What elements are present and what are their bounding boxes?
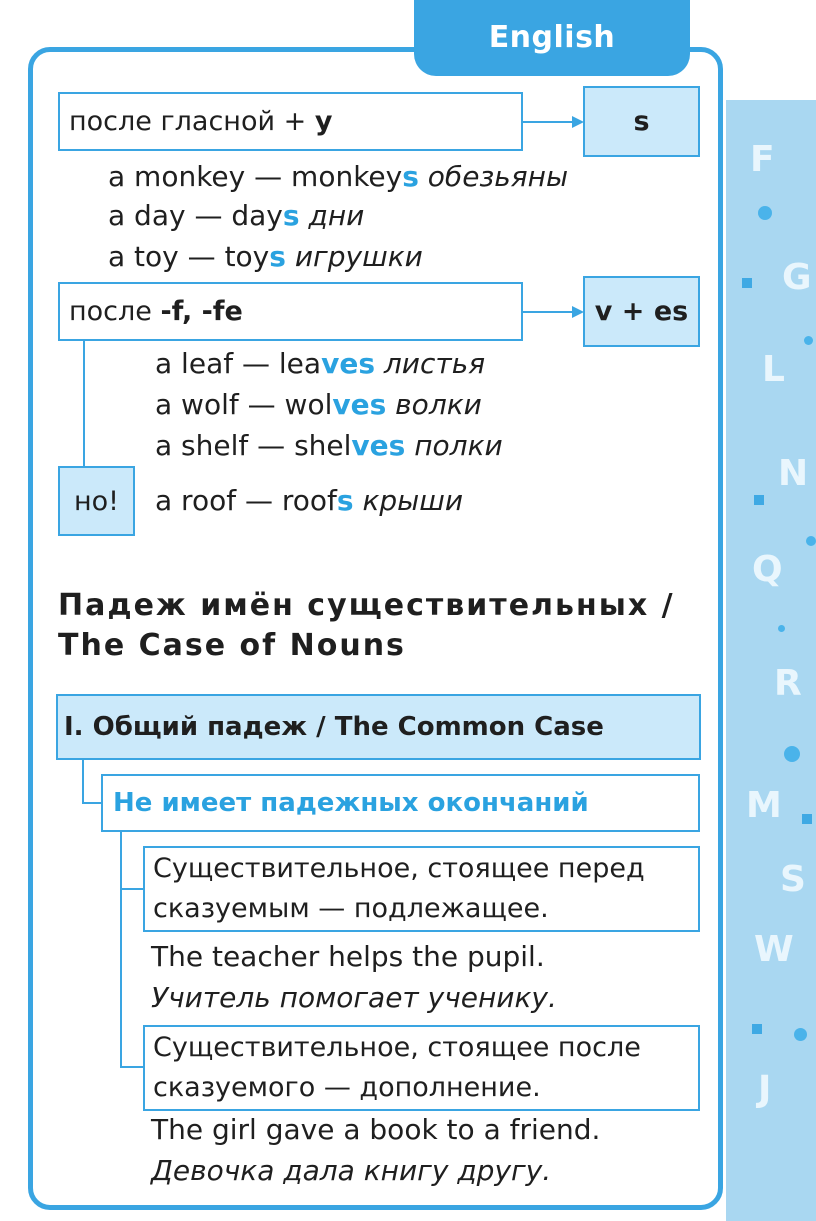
example-singular: a leaf [155, 347, 234, 380]
example-plural-ending: s [336, 484, 354, 517]
object-example-en: The girl gave a book to a friend. [151, 1113, 601, 1146]
example-dash: — [238, 388, 285, 421]
rule2-example [155, 388, 482, 421]
rule1-example [108, 199, 364, 232]
example-dash: — [233, 347, 279, 380]
example-dash: — [245, 160, 292, 193]
example-translation: игрушки [285, 240, 423, 273]
example-plural-ending: ves [351, 429, 406, 462]
tree-line [82, 802, 102, 804]
example-dash: — [236, 484, 282, 517]
example-translation: крыши [353, 484, 464, 517]
example-translation: обезьяны [418, 160, 569, 193]
subject-box [143, 846, 700, 932]
decor-dot [784, 746, 800, 762]
tree-line [120, 1066, 144, 1068]
example-plural-stem: lea [278, 347, 322, 380]
example-translation: полки [405, 429, 503, 462]
decor-dot [806, 536, 816, 546]
object-rule-line1: Существительное, стоящее после [153, 1032, 641, 1063]
side-letter: W [754, 929, 794, 970]
tree-line [120, 832, 122, 1068]
no-endings-box [101, 774, 700, 832]
rule1-result-box [583, 86, 700, 157]
rule2-condition-key: -f, -fe [160, 296, 243, 327]
tree-line [120, 888, 144, 890]
example-translation: дни [299, 199, 365, 232]
exception-label: но! [74, 485, 119, 517]
example-dash: — [185, 199, 232, 232]
object-box [143, 1025, 700, 1111]
example-plural-stem: shel [294, 429, 352, 462]
rule2-example [155, 347, 485, 380]
example-plural-ending: s [282, 199, 300, 232]
exception-label-box [58, 466, 135, 536]
example-plural-ending: ves [321, 347, 375, 380]
example-singular: a roof [155, 484, 237, 517]
rule1-example [108, 240, 423, 273]
side-stripe [726, 100, 816, 1221]
rule1-result: s [633, 106, 650, 137]
rule1-condition-key: y [314, 106, 333, 137]
rule1-condition-box [58, 92, 523, 151]
example-singular: a monkey [108, 160, 246, 193]
side-letter: L [762, 349, 785, 390]
rule2-condition-box [58, 282, 523, 341]
no-endings-label: Не имеет падежных окончаний [113, 788, 589, 818]
example-plural-ending: ves [332, 388, 387, 421]
decor-square [742, 278, 752, 288]
example-singular: a wolf [155, 388, 239, 421]
example-plural-stem: roof [281, 484, 337, 517]
side-letter: N [778, 453, 809, 494]
example-singular: a day [108, 199, 186, 232]
rule1-example [108, 160, 568, 193]
object-rule-line2: сказуемого — дополнение. [153, 1072, 541, 1103]
rule2-example [155, 429, 503, 462]
common-case-box [56, 694, 701, 760]
side-letter: Q [752, 549, 783, 590]
subject-example-ru: Учитель помогает ученику. [151, 981, 557, 1014]
subject-rule-line2: сказуемым — подлежащее. [153, 893, 549, 924]
example-translation: волки [386, 388, 482, 421]
rule2-result-box [583, 276, 700, 347]
example-plural-stem: wol [284, 388, 333, 421]
side-letter: J [758, 1069, 772, 1110]
decor-dot [804, 336, 813, 345]
common-case-heading: I. Общий падеж / The Common Case [64, 712, 604, 742]
side-letter: S [780, 859, 806, 900]
example-plural-ending: s [269, 240, 286, 273]
example-plural-ending: s [402, 160, 419, 193]
example-plural-stem: monkey [291, 160, 403, 193]
rule2-condition-prefix: после [69, 296, 161, 327]
example-translation: листья [375, 347, 486, 380]
example-plural-stem: day [231, 199, 283, 232]
side-letter: G [782, 257, 812, 298]
example-dash: — [178, 240, 225, 273]
tree-line [82, 760, 84, 804]
subject-tab [414, 0, 690, 76]
example-singular: a toy [108, 240, 179, 273]
example-dash: — [248, 429, 295, 462]
decor-dot [758, 206, 772, 220]
rule1-condition-prefix: после гласной + [69, 106, 315, 137]
rule2-connector-line [83, 341, 85, 466]
subject-example-en: The teacher helps the pupil. [151, 940, 545, 973]
example-plural-stem: toy [224, 240, 270, 273]
subject-rule-line1: Существительное, стоящее перед [153, 853, 645, 884]
section-title-line2: The Case of Nouns [58, 628, 406, 663]
side-letter: R [774, 663, 802, 704]
rule2-arrow-line [523, 311, 573, 313]
decor-square [752, 1024, 762, 1034]
rule2-exception-example [155, 484, 463, 517]
rule1-arrow-line [523, 121, 573, 123]
section-title-line1: Падеж имён существительных / [58, 588, 675, 623]
decor-square [802, 814, 812, 824]
decor-dot [794, 1028, 807, 1041]
rule2-result: v + es [594, 296, 689, 327]
side-letter: F [750, 139, 775, 180]
subject-tab-label: English [488, 20, 616, 55]
decor-square [754, 495, 764, 505]
side-letter: M [746, 785, 782, 826]
object-example-ru: Девочка дала книгу другу. [151, 1154, 552, 1187]
example-singular: a shelf [155, 429, 249, 462]
decor-dot [778, 625, 785, 632]
